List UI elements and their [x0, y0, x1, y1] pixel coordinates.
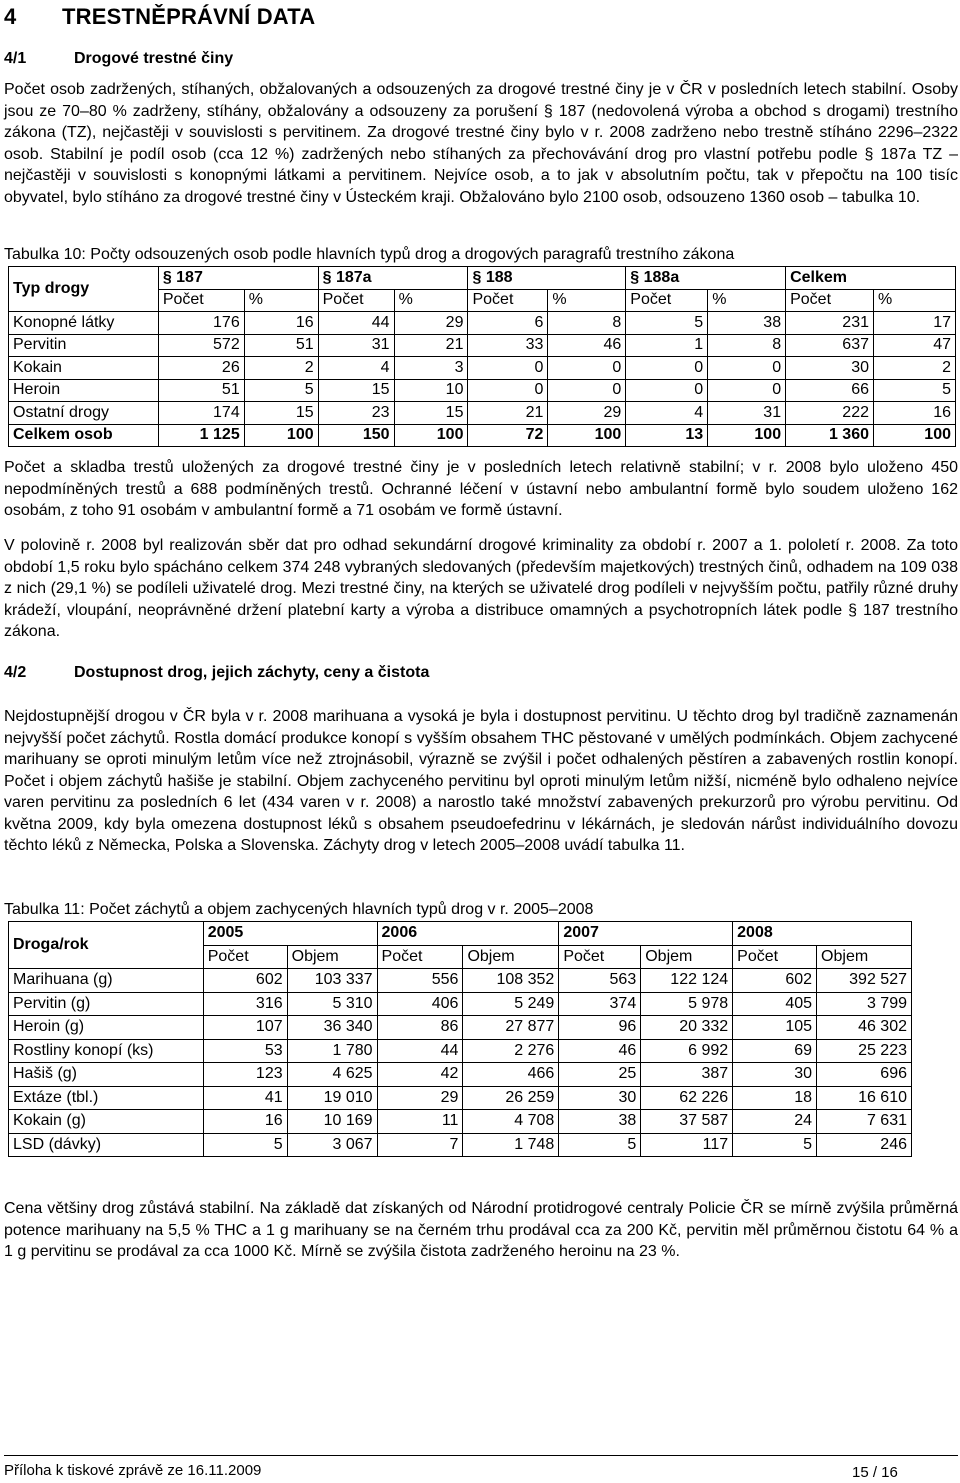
- value-cell: 374: [559, 992, 641, 1016]
- table-11: [8, 921, 912, 1157]
- subsection-title: Dostupnost drog, jejich záchyty, ceny a čistota: [74, 664, 430, 681]
- value-cell: 174: [158, 402, 244, 425]
- value-cell: 13: [626, 424, 708, 447]
- value-cell: 563: [559, 969, 641, 993]
- subheader-cell: Počet: [626, 289, 708, 312]
- year-header-cell: 2008: [733, 922, 912, 946]
- row-label-cell: Pervitin: [9, 334, 159, 357]
- value-cell: 72: [468, 424, 548, 447]
- value-cell: 107: [203, 1016, 287, 1040]
- subheader-cell: %: [874, 289, 956, 312]
- group-header-cell: § 188a: [626, 267, 786, 290]
- value-cell: 0: [468, 357, 548, 380]
- table-row: [9, 1063, 912, 1087]
- value-cell: 2: [874, 357, 956, 380]
- value-cell: 0: [548, 379, 626, 402]
- value-cell: 5 249: [463, 992, 559, 1016]
- value-cell: 1 360: [786, 424, 874, 447]
- value-cell: 222: [786, 402, 874, 425]
- value-cell: 96: [559, 1016, 641, 1040]
- subheader-cell: Objem: [287, 945, 377, 969]
- row-label-cell: Celkem osob: [9, 424, 159, 447]
- value-cell: 44: [377, 1039, 463, 1063]
- value-cell: 556: [377, 969, 463, 993]
- value-cell: 103 337: [287, 969, 377, 993]
- subheader-cell: Objem: [463, 945, 559, 969]
- value-cell: 44: [318, 312, 394, 335]
- value-cell: 51: [158, 379, 244, 402]
- value-cell: 16: [874, 402, 956, 425]
- table-row: [9, 1110, 912, 1134]
- value-cell: 1: [626, 334, 708, 357]
- value-cell: 11: [377, 1110, 463, 1134]
- value-cell: 4 625: [287, 1063, 377, 1087]
- value-cell: 15: [318, 379, 394, 402]
- value-cell: 637: [786, 334, 874, 357]
- page-number: 15 / 16: [852, 1464, 898, 1481]
- value-cell: 6 992: [641, 1039, 733, 1063]
- subheader-cell: Počet: [158, 289, 244, 312]
- row-label-cell: Pervitin (g): [9, 992, 204, 1016]
- table-10-caption: Tabulka 10: Počty odsouzených osob podle hlavních typů drog a drogových paragrafů trestního zákona: [4, 246, 735, 263]
- table-header-row: [9, 922, 912, 946]
- value-cell: 21: [468, 402, 548, 425]
- row-label-cell: LSD (dávky): [9, 1133, 204, 1157]
- value-cell: 38: [559, 1110, 641, 1134]
- value-cell: 3 799: [817, 992, 912, 1016]
- paragraph-1: Počet osob zadržených, stíhaných, obžalovaných a odsouzených za drogové trestné činy je v ČR v posledních letech stabilní. Osoby jsou ze 70–80 % zadrženy, stíhány, obžalovány a odsouzeny za porušení § 187 (nedovolená výroba a obchod s drogami) trestního zákona (TZ), nejčastěji v souvislosti s pervitinem. Za drogové trestné činy bylo v r. 2008 zadrženo nebo trestně stíháno 2296–2322 osob. Stabilní je podíl osob (cca 12 %) zadržených nebo stíhaných za přechovávání drog pro vlastní potřebu podle § 187a TZ – nejčastěji v souvislosti s konopnými látkami a pervitinem. Nejvíce osob, a to jak v absolutním počtu, tak v přepočtu na 100 tisíc obyvatel, bylo stíháno za drogové trestné činy v Ústeckém kraji. Obžalováno bylo 2100 osob, odsouzeno 1360 osob – tabulka 10.: [4, 81, 958, 206]
- value-cell: 19 010: [287, 1086, 377, 1110]
- value-cell: 100: [548, 424, 626, 447]
- value-cell: 117: [641, 1133, 733, 1157]
- row-label-cell: Hašiš (g): [9, 1063, 204, 1087]
- value-cell: 53: [203, 1039, 287, 1063]
- value-cell: 108 352: [463, 969, 559, 993]
- subsection-heading-4-2: [4, 664, 429, 682]
- table-row: [9, 334, 956, 357]
- row-label-cell: Marihuana (g): [9, 969, 204, 993]
- value-cell: 25: [559, 1063, 641, 1087]
- year-header-cell: 2007: [559, 922, 733, 946]
- value-cell: 37 587: [641, 1110, 733, 1134]
- value-cell: 23: [318, 402, 394, 425]
- value-cell: 3: [394, 357, 468, 380]
- subheader-cell: Počet: [559, 945, 641, 969]
- value-cell: 602: [733, 969, 817, 993]
- subsection-number: 4/2: [4, 664, 27, 681]
- row-label-cell: Heroin: [9, 379, 159, 402]
- value-cell: 86: [377, 1016, 463, 1040]
- subheader-cell: Počet: [786, 289, 874, 312]
- value-cell: 1 780: [287, 1039, 377, 1063]
- value-cell: 51: [244, 334, 318, 357]
- row-label-cell: Heroin (g): [9, 1016, 204, 1040]
- value-cell: 316: [203, 992, 287, 1016]
- value-cell: 15: [244, 402, 318, 425]
- value-cell: 5: [559, 1133, 641, 1157]
- value-cell: 123: [203, 1063, 287, 1087]
- value-cell: 7: [377, 1133, 463, 1157]
- value-cell: 38: [708, 312, 786, 335]
- value-cell: 122 124: [641, 969, 733, 993]
- value-cell: 15: [394, 402, 468, 425]
- row-label-cell: Kokain: [9, 357, 159, 380]
- table-row: [9, 402, 956, 425]
- paragraph-3: V polovině r. 2008 byl realizován sběr dat pro odhad sekundární drogové kriminality za období r. 2007 a 1. pololetí r. 2008. Za toto období 1,5 roku bylo spácháno celkem 374 248 vybraných sledovaných (především majetkových) trestných činů, odhadem na 109 038 z nich (29,1 %) se podíleli uživatelé drog. Mezi trestné činy, na kterých se uživatelé drog podíleli v nejvyšším počtu, patřily různé druhy krádeží, vloupání, neoprávněné držení platební karty a výroba a distribuce omamných a psychotropních látek podle § 187 trestního zákona.: [4, 537, 958, 640]
- value-cell: 66: [786, 379, 874, 402]
- group-header-cell: § 187a: [318, 267, 468, 290]
- group-header-cell: § 188: [468, 267, 626, 290]
- subheader-cell: %: [244, 289, 318, 312]
- value-cell: 2 276: [463, 1039, 559, 1063]
- value-cell: 466: [463, 1063, 559, 1087]
- value-cell: 3 067: [287, 1133, 377, 1157]
- value-cell: 29: [394, 312, 468, 335]
- section-heading: [4, 4, 315, 30]
- value-cell: 16: [244, 312, 318, 335]
- value-cell: 4: [626, 402, 708, 425]
- value-cell: 5: [244, 379, 318, 402]
- value-cell: 27 877: [463, 1016, 559, 1040]
- value-cell: 1 748: [463, 1133, 559, 1157]
- value-cell: 30: [733, 1063, 817, 1087]
- table-row: [9, 357, 956, 380]
- value-cell: 20 332: [641, 1016, 733, 1040]
- value-cell: 100: [708, 424, 786, 447]
- value-cell: 4 708: [463, 1110, 559, 1134]
- table-10: [8, 266, 956, 447]
- value-cell: 405: [733, 992, 817, 1016]
- value-cell: 26: [158, 357, 244, 380]
- row-label-cell: Konopné látky: [9, 312, 159, 335]
- subheader-cell: Počet: [318, 289, 394, 312]
- value-cell: 31: [708, 402, 786, 425]
- section-number: 4: [4, 4, 17, 29]
- value-cell: 0: [626, 357, 708, 380]
- value-cell: 31: [318, 334, 394, 357]
- subheader-cell: %: [394, 289, 468, 312]
- value-cell: 4: [318, 357, 394, 380]
- value-cell: 18: [733, 1086, 817, 1110]
- value-cell: 69: [733, 1039, 817, 1063]
- subheader-cell: Počet: [468, 289, 548, 312]
- value-cell: 5: [203, 1133, 287, 1157]
- value-cell: 42: [377, 1063, 463, 1087]
- value-cell: 100: [394, 424, 468, 447]
- section-title: TRESTNĚPRÁVNÍ DATA: [62, 4, 316, 29]
- table-row: [9, 1016, 912, 1040]
- paragraph-2: Počet a skladba trestů uložených za drogové trestné činy je v posledních letech relativně stabilní; v r. 2008 bylo uloženo 450 nepodmíněných trestů a 688 podmíněných trestů. Ochranné léčení v ústavní nebo ambulantní formě bylo soudem uloženo 162 osobám, z toho 91 osobám v ambulantní formě a 71 osobám ve formě ústavní.: [4, 459, 958, 519]
- subheader-cell: Objem: [641, 945, 733, 969]
- value-cell: 62 226: [641, 1086, 733, 1110]
- value-cell: 1 125: [158, 424, 244, 447]
- value-cell: 33: [468, 334, 548, 357]
- row-label-cell: Extáze (tbl.): [9, 1086, 204, 1110]
- row-label-cell: Ostatní drogy: [9, 402, 159, 425]
- table-row: [9, 424, 956, 447]
- value-cell: 5: [733, 1133, 817, 1157]
- subheader-cell: Objem: [817, 945, 912, 969]
- value-cell: 8: [548, 312, 626, 335]
- value-cell: 10 169: [287, 1110, 377, 1134]
- table-row: [9, 969, 912, 993]
- value-cell: 46: [559, 1039, 641, 1063]
- table-row: [9, 312, 956, 335]
- value-cell: 5 978: [641, 992, 733, 1016]
- row-label-cell: Kokain (g): [9, 1110, 204, 1134]
- year-header-cell: 2006: [377, 922, 559, 946]
- value-cell: 41: [203, 1086, 287, 1110]
- value-cell: 100: [874, 424, 956, 447]
- value-cell: 0: [468, 379, 548, 402]
- row-label-cell: Rostliny konopí (ks): [9, 1039, 204, 1063]
- value-cell: 17: [874, 312, 956, 335]
- value-cell: 46 302: [817, 1016, 912, 1040]
- value-cell: 5: [626, 312, 708, 335]
- value-cell: 0: [708, 379, 786, 402]
- value-cell: 0: [548, 357, 626, 380]
- subheader-cell: Počet: [733, 945, 817, 969]
- value-cell: 696: [817, 1063, 912, 1087]
- value-cell: 231: [786, 312, 874, 335]
- value-cell: 7 631: [817, 1110, 912, 1134]
- paragraph-5: Cena většiny drog zůstává stabilní. Na základě dat získaných od Národní protidrogové centraly Policie ČR se mírně zvýšila průměrná potence marihuany na 5,5 % THC a 1 g marihuany se na černém trhu prodával cca za 200 Kč, pervitin měl průměrnou čistotu 64 % a 1 g pervitinu se prodával za cca 1000 Kč. Mírně se zvýšila čistota zadrženého heroinu na 23 %.: [4, 1200, 958, 1260]
- value-cell: 5: [874, 379, 956, 402]
- value-cell: 29: [377, 1086, 463, 1110]
- subsection-heading-4-1: [4, 50, 233, 68]
- table-header-row: [9, 267, 956, 290]
- subheader-cell: Počet: [203, 945, 287, 969]
- footer-rule: [4, 1455, 958, 1456]
- group-header-cell: Celkem: [786, 267, 956, 290]
- subheader-cell: Počet: [377, 945, 463, 969]
- value-cell: 24: [733, 1110, 817, 1134]
- subsection-title: Drogové trestné činy: [74, 50, 234, 67]
- value-cell: 0: [708, 357, 786, 380]
- value-cell: 602: [203, 969, 287, 993]
- value-cell: 105: [733, 1016, 817, 1040]
- value-cell: 5 310: [287, 992, 377, 1016]
- value-cell: 6: [468, 312, 548, 335]
- value-cell: 8: [708, 334, 786, 357]
- value-cell: 21: [394, 334, 468, 357]
- paragraph-4: Nejdostupnější drogou v ČR byla v r. 2008 marihuana a vysoká je byla i dostupnost pervitinu. U těchto drog byl tradičně zaznamenán nejvyšší počet záchytů. Rostla domácí produkce konopí s vyšším obsahem THC pěstované v umělých podmínkách. Objem zachycené marihuany se oproti minulým letům více než ztrojnásobil, výrazně se zvýšil i počet odhalených pěstíren a zabavených rostlin konopí. Počet i objem záchytů hašiše je stabilní. Objem zachyceného pervitinu byl oproti minulým letům nižší, nicméně bylo odhaleno nejvíce varen pervitinu za posledních 6 let (434 varen v r. 2008) a narostlo také množství zabavených prekurzorů pro výrobu pervitinu. Od května 2009, kdy byla omezena dostupnost léků s obsahem pseudoefedrinu v lékárnách, je sledován nárůst individuálního dovozu těchto léků z Německa, Polska a Slovenska. Záchyty drog v letech 2005–2008 uvádí tabulka 11.: [4, 708, 958, 854]
- table-row: [9, 379, 956, 402]
- row-header-cell: Typ drogy: [9, 267, 159, 312]
- footer-text: Příloha k tiskové zprávě ze 16.11.2009: [4, 1462, 262, 1479]
- table-11-caption: Tabulka 11: Počet záchytů a objem zachycených hlavních typů drog v r. 2005–2008: [4, 901, 594, 918]
- value-cell: 2: [244, 357, 318, 380]
- row-header-cell: Droga/rok: [9, 922, 204, 969]
- value-cell: 25 223: [817, 1039, 912, 1063]
- value-cell: 30: [559, 1086, 641, 1110]
- value-cell: 16: [203, 1110, 287, 1134]
- value-cell: 36 340: [287, 1016, 377, 1040]
- table-row: [9, 992, 912, 1016]
- subsection-number: 4/1: [4, 50, 27, 67]
- group-header-cell: § 187: [158, 267, 318, 290]
- value-cell: 30: [786, 357, 874, 380]
- value-cell: 406: [377, 992, 463, 1016]
- table-row: [9, 1133, 912, 1157]
- value-cell: 176: [158, 312, 244, 335]
- value-cell: 10: [394, 379, 468, 402]
- value-cell: 0: [626, 379, 708, 402]
- value-cell: 26 259: [463, 1086, 559, 1110]
- value-cell: 150: [318, 424, 394, 447]
- value-cell: 100: [244, 424, 318, 447]
- value-cell: 572: [158, 334, 244, 357]
- value-cell: 246: [817, 1133, 912, 1157]
- value-cell: 392 527: [817, 969, 912, 993]
- table-row: [9, 1039, 912, 1063]
- value-cell: 46: [548, 334, 626, 357]
- subheader-cell: %: [708, 289, 786, 312]
- value-cell: 16 610: [817, 1086, 912, 1110]
- value-cell: 29: [548, 402, 626, 425]
- subheader-cell: %: [548, 289, 626, 312]
- table-row: [9, 1086, 912, 1110]
- value-cell: 387: [641, 1063, 733, 1087]
- value-cell: 47: [874, 334, 956, 357]
- year-header-cell: 2005: [203, 922, 377, 946]
